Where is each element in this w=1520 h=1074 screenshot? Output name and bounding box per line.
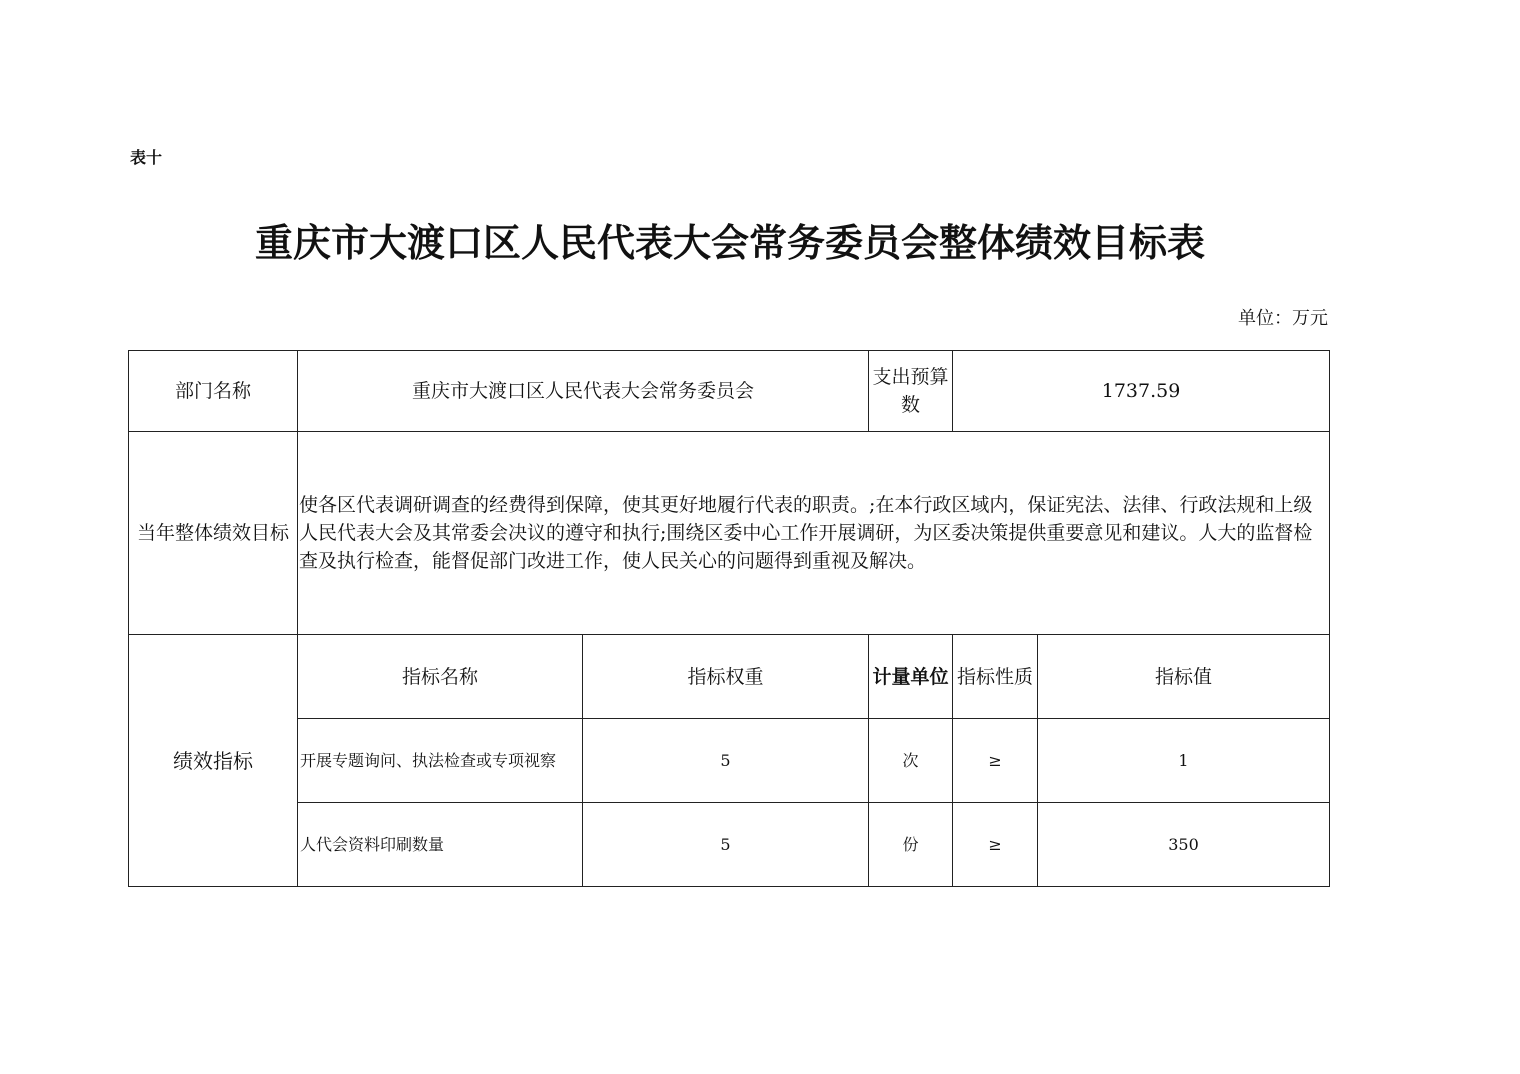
indicator-header-row bbox=[129, 635, 1330, 719]
indicator-name: 开展专题询问、执法检查或专项视察 bbox=[298, 719, 583, 803]
header-weight: 指标权重 bbox=[583, 635, 869, 719]
header-unit: 计量单位 bbox=[869, 635, 953, 719]
goal-row bbox=[129, 432, 1330, 635]
budget-label: 支出预算数 bbox=[869, 351, 953, 432]
page-title: 重庆市大渡口区人民代表大会常务委员会整体绩效目标表 bbox=[254, 220, 1205, 265]
indicator-nature: ≥ bbox=[953, 719, 1038, 803]
table-row bbox=[129, 803, 1330, 887]
dept-value: 重庆市大渡口区人民代表大会常务委员会 bbox=[298, 351, 869, 432]
indicator-weight: 5 bbox=[583, 803, 869, 887]
indicator-unit: 次 bbox=[869, 719, 953, 803]
indicator-value: 1 bbox=[1038, 719, 1330, 803]
indicator-weight: 5 bbox=[583, 719, 869, 803]
budget-value: 1737.59 bbox=[953, 351, 1330, 432]
goal-label: 当年整体绩效目标 bbox=[129, 432, 298, 635]
indicator-name: 人代会资料印刷数量 bbox=[298, 803, 583, 887]
indicator-unit: 份 bbox=[869, 803, 953, 887]
dept-label: 部门名称 bbox=[129, 351, 298, 432]
header-value: 指标值 bbox=[1038, 635, 1330, 719]
indicator-value: 350 bbox=[1038, 803, 1330, 887]
header-nature: 指标性质 bbox=[953, 635, 1038, 719]
goal-text: 使各区代表调研调查的经费得到保障，使其更好地履行代表的职责。;在本行政区域内，保证宪法、法律、行政法规和上级人民代表大会及其常委会决议的遵守和执行;围绕区委中心工作开展调研，为区委决策提供重要意见和建议。人大的监督检查及执行检查，能督促部门改进工作，使人民关心的问题得到重视及解决。 bbox=[298, 432, 1330, 635]
table-number: 表十 bbox=[130, 148, 163, 167]
performance-table bbox=[128, 350, 1330, 887]
unit-note: 单位：万元 bbox=[1238, 308, 1328, 329]
header-name: 指标名称 bbox=[298, 635, 583, 719]
indicator-label: 绩效指标 bbox=[129, 635, 298, 887]
table-row bbox=[129, 719, 1330, 803]
dept-row bbox=[129, 351, 1330, 432]
indicator-nature: ≥ bbox=[953, 803, 1038, 887]
